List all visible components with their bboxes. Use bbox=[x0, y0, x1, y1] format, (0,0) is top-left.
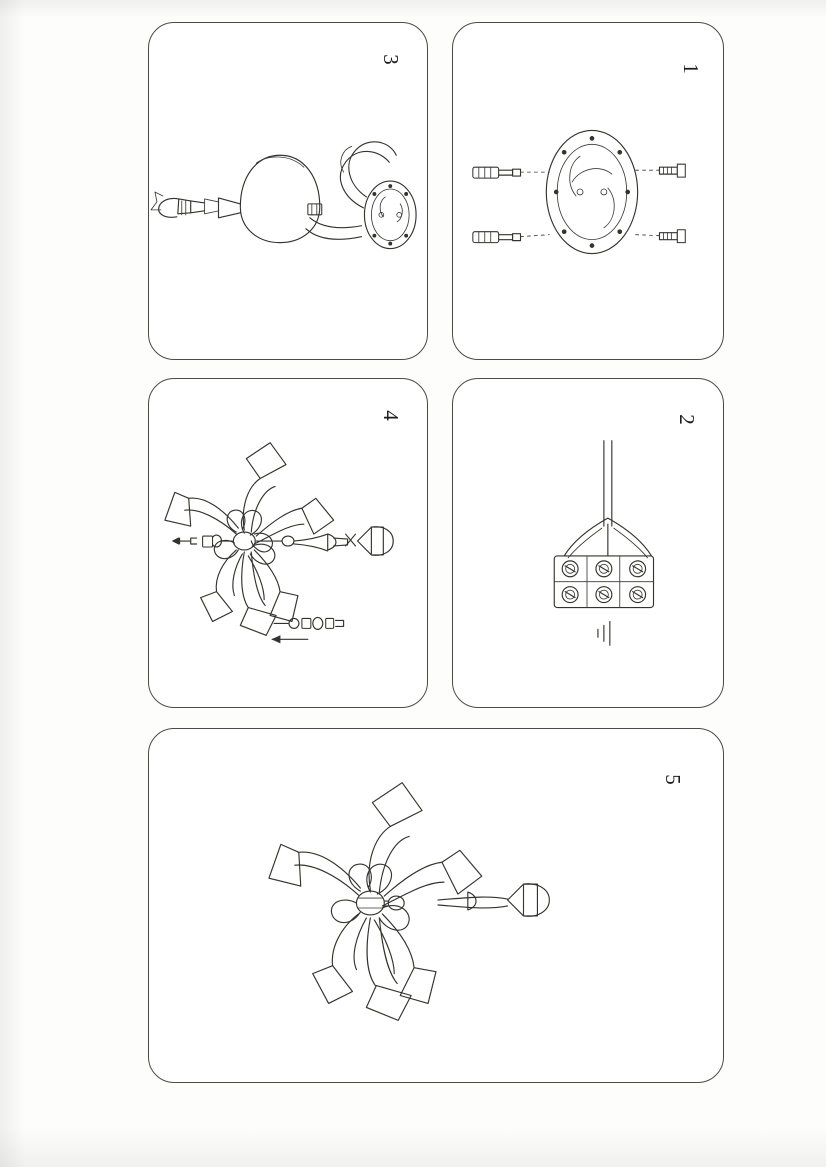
panel-step-5 bbox=[148, 728, 724, 1083]
scan-shadow-top bbox=[0, 0, 826, 18]
diagram-step-5 bbox=[149, 729, 723, 1082]
diagram-step-3 bbox=[149, 23, 427, 359]
diagram-step-4 bbox=[149, 379, 427, 707]
panel-step-3 bbox=[148, 22, 428, 360]
earth-symbol-icon bbox=[598, 621, 610, 645]
screw-top-right bbox=[636, 164, 686, 177]
screw-bottom-right bbox=[636, 230, 686, 243]
panel-step-1 bbox=[452, 22, 724, 360]
panel-number-1: 1 bbox=[678, 63, 703, 74]
scan-shadow-left bbox=[0, 0, 26, 1167]
diagram-step-1 bbox=[453, 23, 723, 359]
panel-number-2: 2 bbox=[674, 414, 699, 425]
panel-number-3: 3 bbox=[378, 54, 403, 65]
panel-number-5: 5 bbox=[660, 774, 685, 785]
panel-number-4: 4 bbox=[378, 410, 403, 421]
scan-shadow-bottom bbox=[0, 1127, 826, 1167]
panel-step-2 bbox=[452, 378, 724, 708]
wall-plug-top-left bbox=[473, 167, 521, 178]
panel-step-4 bbox=[148, 378, 428, 708]
diagram-step-2 bbox=[453, 379, 723, 707]
wall-plug-bottom-left bbox=[473, 232, 521, 243]
